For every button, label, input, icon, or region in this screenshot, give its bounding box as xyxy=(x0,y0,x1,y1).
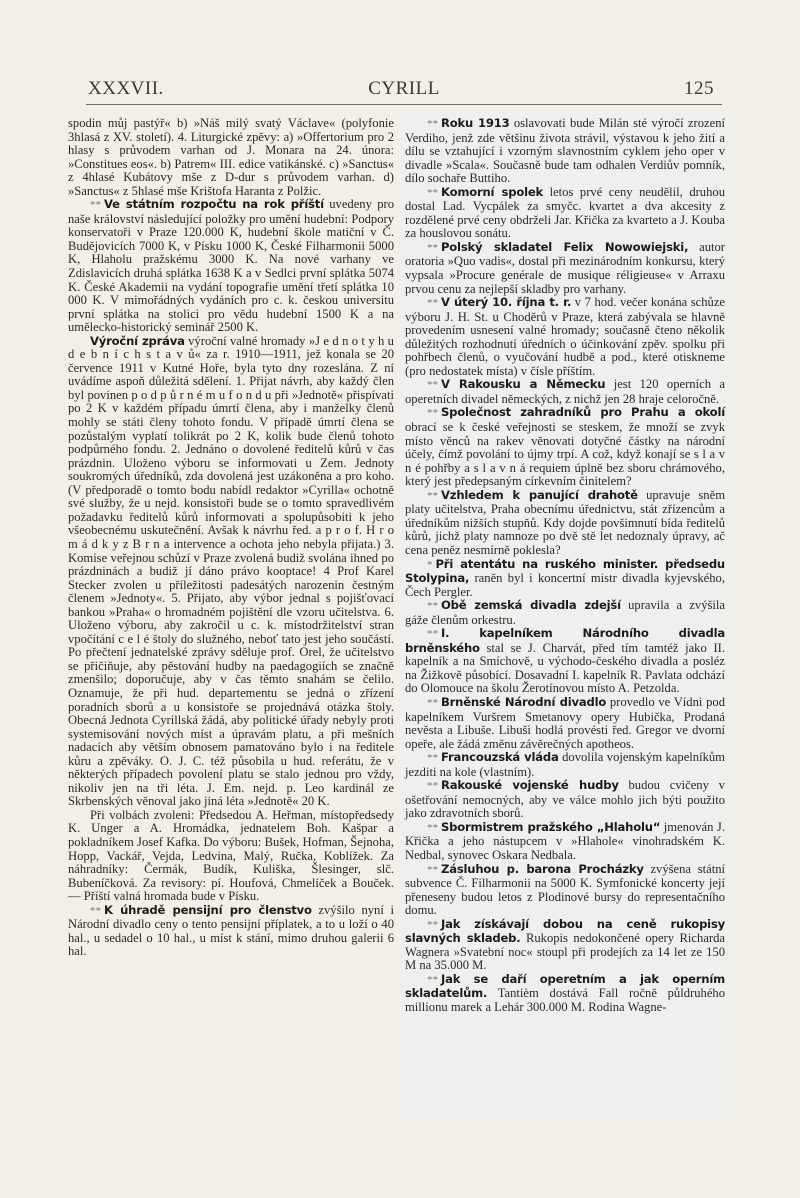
item-text: výroční valné hromady »J e d n o t y h u d e b n í c h s t a v ů« za r. 1910—1911, jež konala se 20 července 1911 v Kutné Hoře, byla tyto dny rozeslána. Z ní uvádíme aspoň důležitá sdělení. 1. Přijat návrh, aby každý člen byl povinen p o d p ů r n é m u f o n d u při »Jednotě« přispívati po 2 K v každém případu úmrtí člena, aby i manželky členů mohly se státi členy tohoto fondu. V případě úmrtí člena se pozůstalým vyplatí tolikrát po 2 K, kolik bude členů tohoto podpůrného fondu. 2. Jednáno o dovolené ředitelů kůrů v čas prázdnin. Uloženo výboru se informovati u Zem. Jednoty soukromých úředníků, zda dovolená jest uzákoněna a pro koho. (V předporadě o tomto bodu nabídl redaktor »Cyrilla« ochotně své služby, že u nejd. konsistoři bude se o tomto spravedlivém požadavku ředitelů kůrů informovati a spolupůsobiti k jeho všeobecnému uskutečnění. Avšak k návrhu řed. a p r o f. H r o m á d k y z B r n a intervence a ochota jeho nebyla přijata.) 3. Komise veřejnou schůzí v Praze zvolená budiž svolána ihned po prázdninách a budiž jí dáno právo kooptace! 4 Prof Karel Stecker zvolen u příležitosti padesátých narozenin čestným členem »Jednoty«. 5. Přijato, aby výbor jednal s pojišťovací bankou »Praha« o hromadném pojištění dle vzoru učitelstva. 6. Uloženo výboru, aby zakročil u c. k. místodržitelství stran vpočítání c e l é štoly do služného, neboť tato jest jeho součástí. Po přečtení jednatelské zprávy sděluje prof. Orel, že učitelstvo se přičiňuje, aby pěstování hudby na paedagogiích se značně zmenšilo; doporučuje, aby v čas těmto snahám se čelilo. Oznamuje, že při hud. departementu se jedná o zřízení poradních sborů a u konsistoře se projednává otázka štoly. Obecná Jednota Cyrillská žádá, aby politické úřady nebyly proti systemisování nových míst a úpravám platu, a při mešních nadacích aby větším obnosem pamatováno bylo i na ředitele kůru a zpěváky. O. J. C. též působila u hud. referátu, že v některých případech povolení platu se stalo jednou pro vždy, nikoliv jen na tři léta. J. Em. nejd. p. Leo kardinál ze Skrbenských věnoval jako jiná léta »Jednotě« 20 K. xyxy=(68,333,394,809)
item-text: budou cvičeny v ošetřování nemocných, aby ve válce mohlo jich býti použito jako zdravotních sborů. xyxy=(405,778,725,821)
item-marker: ** xyxy=(427,407,438,420)
item-marker: * xyxy=(427,558,433,571)
item-heading: Komorní spolek xyxy=(441,184,544,199)
news-item xyxy=(405,973,725,1015)
item-heading: Rakouské vojenské hudby xyxy=(441,778,619,793)
volume-number: XXXVII. xyxy=(88,78,164,99)
item-marker: ** xyxy=(427,186,438,199)
item-heading: Jak získávají dobou na ceně rukopisy slavných skladeb. xyxy=(405,916,725,946)
item-marker: ** xyxy=(90,904,101,917)
item-marker: ** xyxy=(427,918,438,931)
news-item xyxy=(405,489,725,558)
item-marker: ** xyxy=(427,628,438,641)
item-text: provedlo ve Vídni pod kapelníkem Vuršrem Smetanovy opery Hubička, Prodaná nevěsta a Libuše. Libuši hodlá provésti řed. Gregor ve dvorní opeře, ale žádá změnu závěrečných apotheos. xyxy=(405,694,725,751)
right-column xyxy=(405,117,725,1015)
item-heading: Francouzská vláda xyxy=(441,750,559,765)
item-text: stal se J. Charvát, před tím tamtéž jako II. kapelník a na Smíchově, u východo-českého divadla a posléz na Žižkově působící. Dosavadní I. kapelník R. Pavlata odchází do Olomouce na školu Žerotínovou místo A. Petzolda. xyxy=(405,640,726,696)
item-heading: V Rakousku a Německu xyxy=(441,377,606,392)
item-marker: ** xyxy=(427,973,438,986)
item-heading: Jak se daří operetním a jak operním skladatelům. xyxy=(405,971,725,1001)
item-heading: Výroční zpráva xyxy=(90,333,185,348)
news-item xyxy=(405,296,725,378)
item-heading: Společnost zahradníků pro Prahu a okolí xyxy=(441,405,725,420)
item-marker: ** xyxy=(427,780,438,793)
news-item xyxy=(405,918,725,973)
item-text: letos prvé ceny neudělil, druhou dostal Lad. Vycpálek za smyčc. kvartet a dva akcesity z rozdělené prvé ceny obdrželi Jar. Křička za kvarteto a J. Kouba za houslovou sonátu. xyxy=(405,184,725,241)
item-marker: ** xyxy=(427,297,438,310)
item-text: dovolila vojenským kapelníkům jezditi na kole (vlastním). xyxy=(405,750,725,779)
item-heading: Roku 1913 xyxy=(441,116,510,130)
item-text: upravila a zvýšila gáže členům orkestru. xyxy=(405,598,725,627)
item-text: obrací se k české veřejnosti se steskem, že množí se zvyk místo věnců na rakev věnovati dotyčné částky na národní účely, čímž povolání to újmy trpí. A což, když konají se s l a v n é pohřby a s l a v n á requiem úplně bez sboru chrámového, který jest předepsaným církevním činitelem? xyxy=(405,420,725,489)
item-heading: V úterý 10. října t. r. xyxy=(441,295,572,310)
item-marker: ** xyxy=(90,199,101,212)
item-text: Rukopis nedokončené opery Richarda Wagnera »Svatební noc« stoupl při prodejích za 14 let ze 150 M na 35.000 M. xyxy=(405,931,725,973)
item-marker: ** xyxy=(427,118,438,130)
news-item xyxy=(405,406,725,488)
item-marker: ** xyxy=(427,241,438,254)
item-text: zvýšilo nyní i Národní divadlo ceny o tento pensijní příplatek, a to u loží o 40 hal., u sedadel o 10 hal., u míst k stání, mimo druhou galerii 6 hal. xyxy=(68,902,394,959)
item-text: raněn byl i koncertní mistr divadla kyjevského, Čech Pergler. xyxy=(405,571,725,599)
item-heading: Polský skladatel Felix Nowowiejski, xyxy=(441,239,689,254)
item-text: Při volbách zvoleni: Předsedou A. Heřman, místopředsedy K. Unger a A. Hromádka, jednatelem Boh. Kašpar a pokladníkem Josef Kafka. Do výboru: Bušek, Hofman, Šejnoha, Hopp, Vackář, Vejda, Ledvina, Malý, Ručka, Koblížek. Za náhradníky: Čermák, Budík, Kuliška, Šlesinger, slč. Bubeníčková. Za revisory: pí. Houfová, Chmelíček a Bouček. — Příští valná hromada bude v Písku. xyxy=(68,807,394,904)
item-text: v 7 hod. večer konána schůze výboru J. H. St. u Choděrů v Praze, která zabývala se hlavně provedením usnesení valné hromady; současně čteno několik důležitých rozhodnutí úředních o účinkování zpěv. spolku při pohřbech členů, o vyučování hudbě a pod., které otiskneme (pro nedostatek místa) v čísle příštím. xyxy=(405,295,726,378)
item-text: oslavovati bude Milán sté výročí zrození Verdiho, jenž zde většinu života strávil, výstavou k jeho žití a dílu se vztahující i vzorným slavnostním cyklem jeho oper v divadle »Scala«. Současně bude tam odhalen Verdiův pomník, dílo sochaře Buttiho. xyxy=(405,116,725,186)
item-text: upravuje sněm platy učitelstva, Praha obecnímu úřednictvu, stát zřízencům a úředníkům nižších stupňů. Kdy dojde povšimnutí bída ředitelů kůrů, jichž platy namnoze po dvě stě let nedoznaly úpravy, ač cena peněz nesmírně poklesla? xyxy=(405,487,725,557)
news-item xyxy=(405,599,725,627)
item-marker: ** xyxy=(427,379,438,392)
journal-title: CYRILL xyxy=(368,78,440,99)
item-heading: Sbormistrem pražského „Hlaholu“ xyxy=(441,819,661,834)
news-item xyxy=(405,241,725,296)
news-item xyxy=(405,696,725,751)
news-item xyxy=(405,627,725,696)
item-heading: I. kapelníkem Národního divadla brněnského xyxy=(405,626,725,655)
left-column xyxy=(68,117,394,959)
item-heading: Při atentátu na ruského minister. předsedu Stolypina, xyxy=(405,556,725,586)
item-text: jest 120 operních a operetních divadel německých, z nichž jen 28 hraje celoročně. xyxy=(405,377,725,406)
item-heading: K úhradě pensijní pro členstvo xyxy=(104,902,312,917)
running-header xyxy=(86,78,722,105)
news-item xyxy=(405,751,725,779)
news-item xyxy=(405,186,725,241)
item-marker: ** xyxy=(427,863,438,876)
item-heading: Zásluhou p. barona Procházky xyxy=(441,861,644,876)
item-heading: Brněnské Národní divadlo xyxy=(441,694,607,709)
news-item xyxy=(405,378,725,406)
news-item xyxy=(68,198,394,334)
item-marker: ** xyxy=(427,600,438,613)
item-text: uvedeny pro naše království následující položky pro umění hudební: Podpory konservatoři v Praze 120.000 K, hudební škole matiční v Č. Budějovicích 7000 K, v Písku 1000 K, České Filharmonii 5000 K, Hlaholu pražskému 3000 K. Na nové varhany ve Zdislavicích druhá splátka 1638 K a v Sedlci první splátka 5074 K. České Akademii na vydání topografie umění třetí splátka 10 000 K. V mimořádných vydáních pro c. k. českou universitu první splátka na stolici pro vědu hudební 1500 K a na umělecko-historický seminář 2500 K. xyxy=(68,197,394,335)
news-item xyxy=(68,809,394,904)
item-heading: Ve státním rozpočtu na rok příští xyxy=(104,197,324,212)
item-marker: ** xyxy=(427,821,438,834)
news-item xyxy=(405,117,725,186)
page-number: 125 xyxy=(684,78,714,99)
news-item xyxy=(405,779,725,821)
item-text: spodin můj pastýř« b) »Náš milý svatý Václave« (polyfonie 3hlasá z XV. století). 4. Liturgické zpěvy: a) »Offertorium pro 2 hlasy s průvodem varhan od J. Monara na 24. února: »Constitues eos«. b) Patrem« III. edice vatikánské. c) »Sanctus« z 4hlasé Kubátovy mše z D-dur s průvodem varhan. d) »Sanctus« z 5hlasé mše Krištofa Haranta z Polžic. xyxy=(68,116,394,198)
item-marker: ** xyxy=(427,489,438,502)
news-item xyxy=(405,863,725,918)
news-item xyxy=(68,117,394,198)
item-heading: Vzhledem k panující drahotě xyxy=(441,487,638,502)
item-text: Tantièm dostává Fall ročně půldruhého millionu marek a Lehár 300.000 M. Rodina Wagne- xyxy=(405,986,726,1014)
item-marker: ** xyxy=(427,752,438,765)
item-text: jmenován J. Křička a jeho nástupcem v »Hlahole« vinohradském K. Nedbal, synovec Oskara Nedbala. xyxy=(405,819,725,862)
item-text: zvýšena státní subvence Č. Filharmonii na 5000 K. Symfonické koncerty její přeneseny budou letos z Plodinové bursy do representačního domu. xyxy=(405,861,725,918)
news-item xyxy=(68,904,394,959)
item-heading: Obě zemská divadla zdejší xyxy=(441,598,621,613)
news-item xyxy=(68,335,394,809)
item-marker: ** xyxy=(427,696,438,709)
news-item xyxy=(405,558,725,600)
item-text: autor oratoria »Quo vadis«, dostal při mezinárodním konkursu, který vypsala »Procure genérale de musique réligieuse« v Arraxu prvou cenu za nejlepší skladby pro varhany. xyxy=(405,239,726,296)
news-item xyxy=(405,821,725,863)
